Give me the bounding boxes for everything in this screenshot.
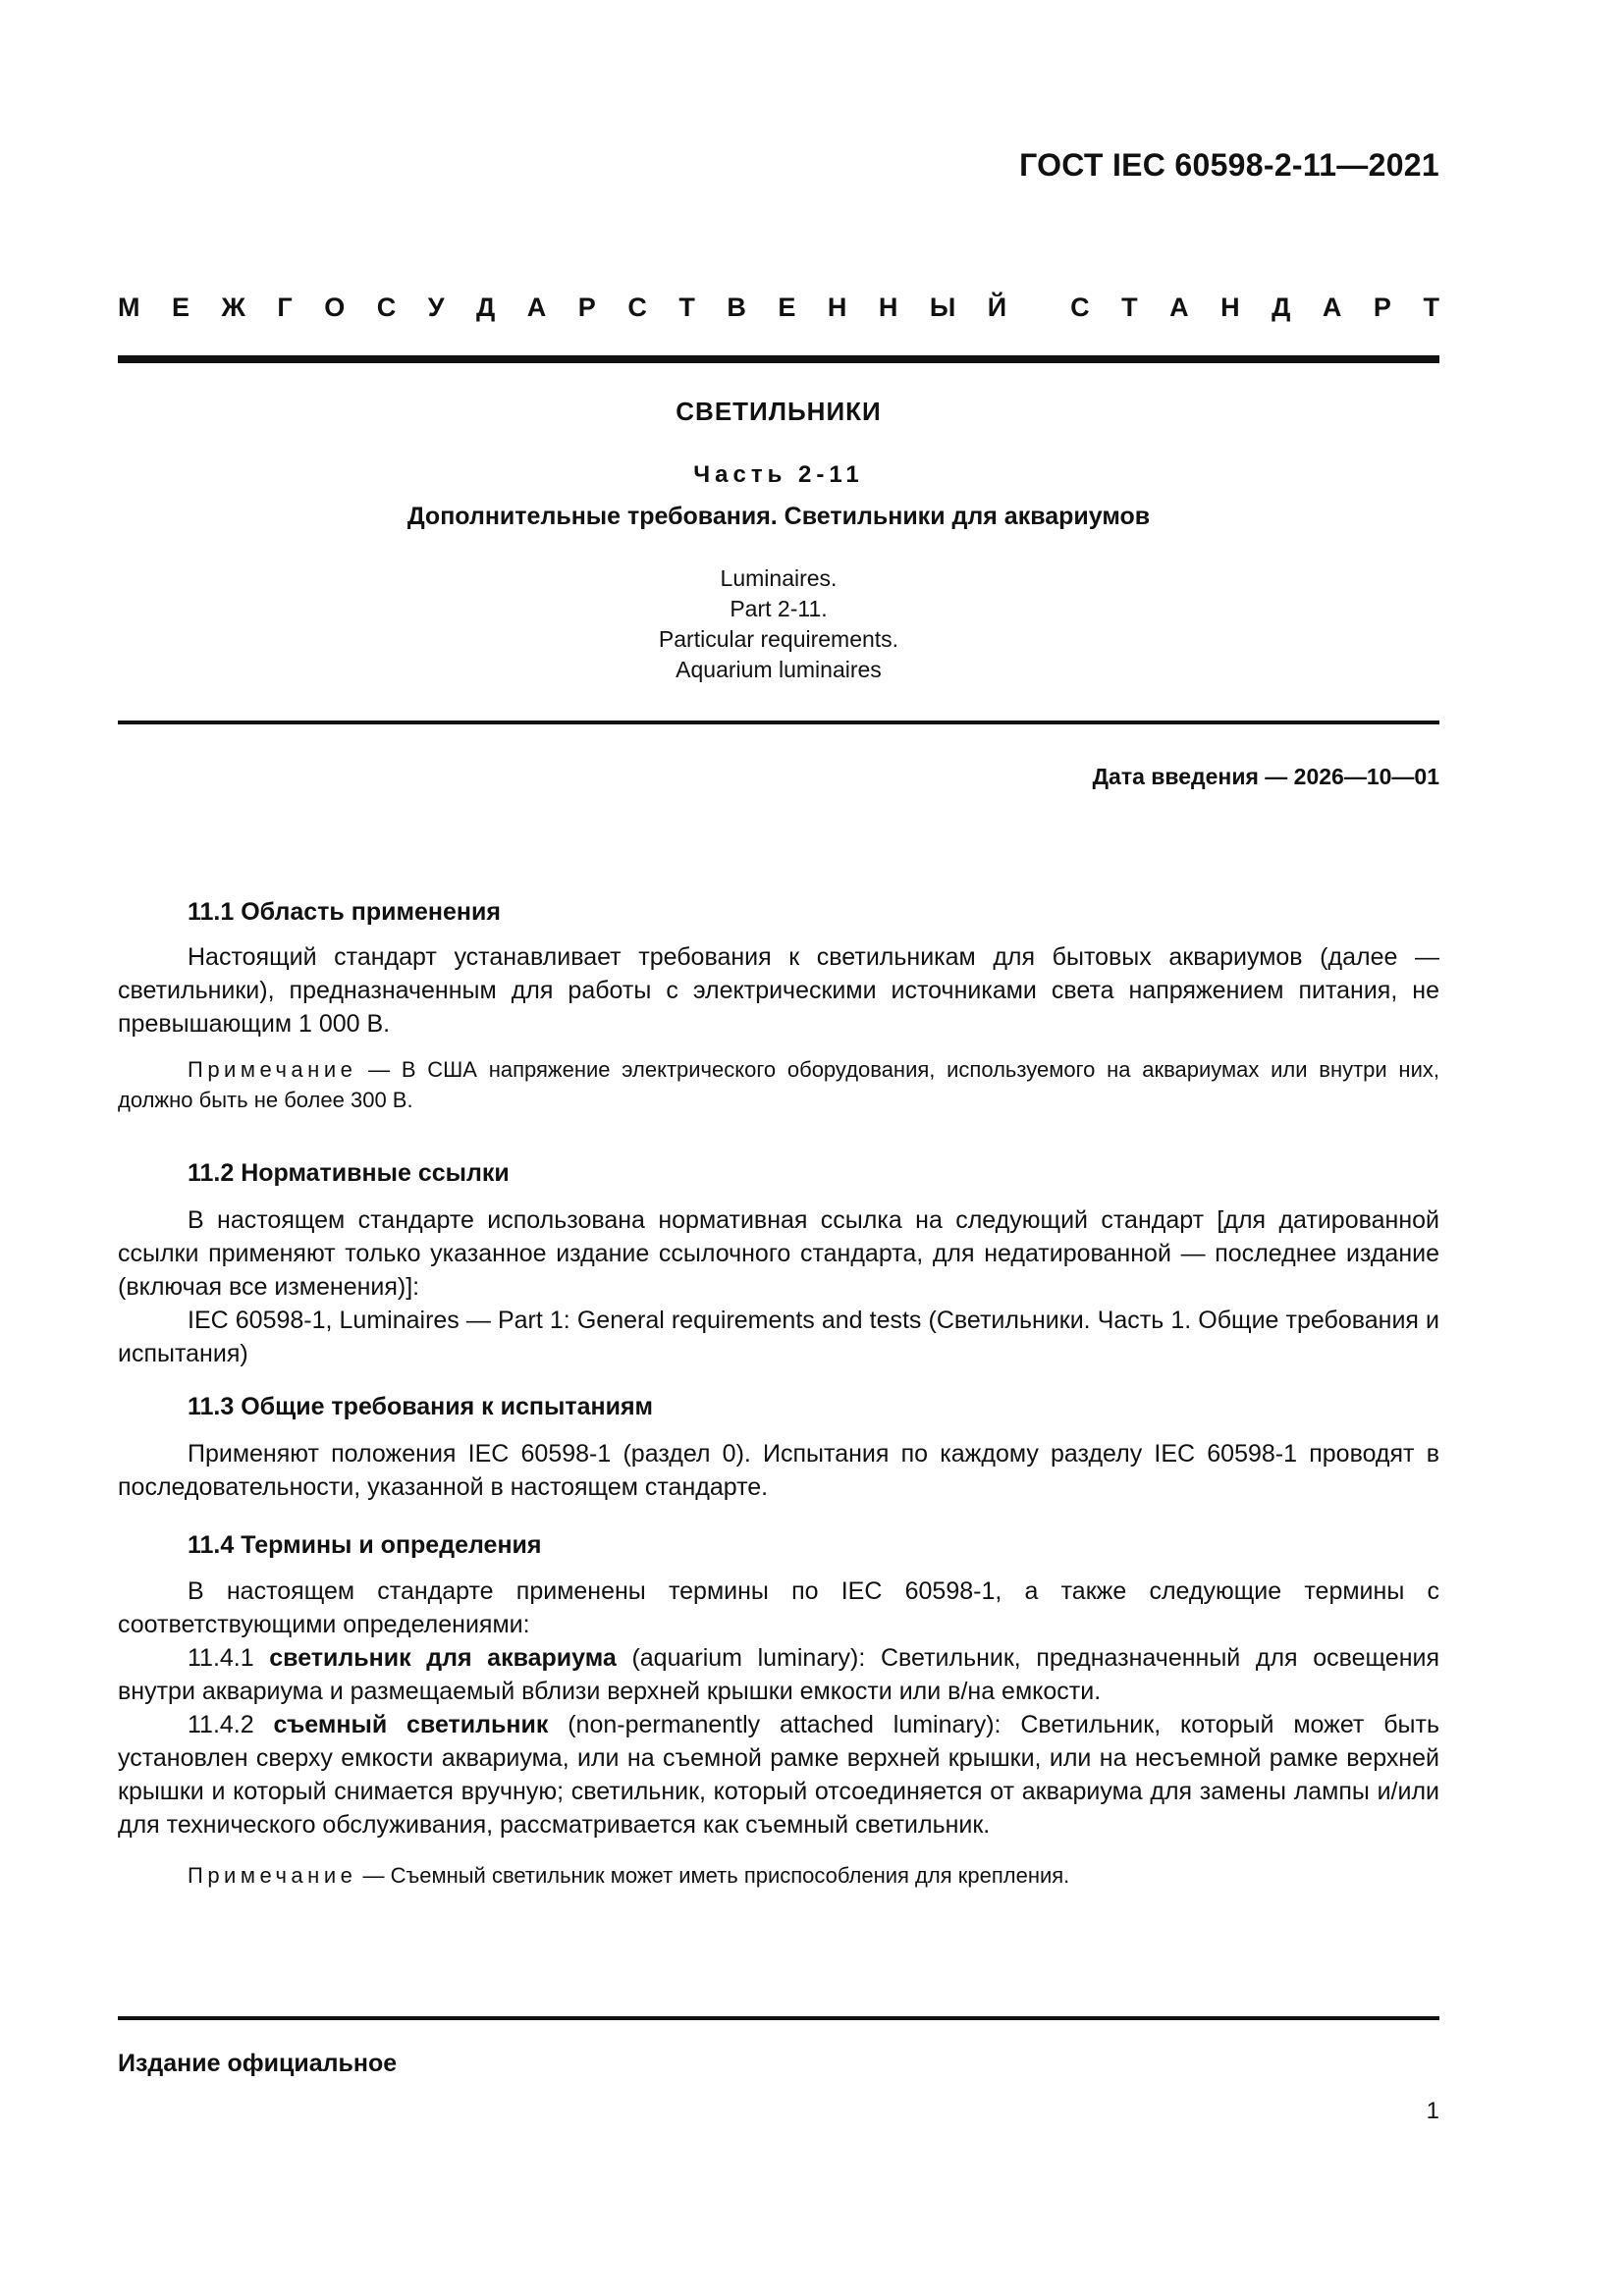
note-text: — Съемный светильник может иметь приспособления для крепления.	[362, 1863, 1070, 1888]
section-11-1-paragraph: Настоящий стандарт устанавливает требования к светильникам для бытовых аквариумов (далее — светильники), предназначенным для работы с электрическими источниками света напряжением питания, не превышающим 1 000 В.	[118, 943, 1439, 1038]
definition-number: 11.4.2	[188, 1711, 254, 1738]
section-heading-11-2: 11.2 Нормативные ссылки	[188, 1159, 510, 1187]
banner-letter: М	[118, 293, 140, 322]
note-label: Примечание	[188, 1057, 357, 1082]
definition-text: (aquarium luminary): Светильник, предназначенный для освещения внутри аквариума и размещаемый вблизи верхней крышки емкости или в/на емкости.	[118, 1644, 1439, 1705]
banner-letter: Н	[1220, 293, 1240, 322]
section-11-1-note	[118, 1054, 1439, 1115]
english-title-line: Particular requirements.	[658, 626, 899, 652]
banner-letter: С	[627, 293, 647, 322]
banner-letter: Т	[678, 293, 695, 322]
document-subtitle: Дополнительные требования. Светильники для аквариумов	[406, 503, 1151, 530]
footer-rule	[118, 2016, 1439, 2020]
section-11-2-reference: IEC 60598-1, Luminaires — Part 1: General requirements and tests (Светильники. Часть 1. Общие требования и испытания)	[118, 1307, 1439, 1367]
banner-letter: Г	[277, 293, 293, 322]
title-rule	[118, 721, 1439, 724]
definition-11-4-1	[118, 1641, 1439, 1708]
introduction-date: Дата введения — 2026—10—01	[1092, 764, 1439, 789]
banner-letter: Н	[878, 293, 898, 322]
english-title-line: Part 2-11.	[730, 596, 828, 621]
header-rule	[118, 355, 1439, 363]
banner-letter: У	[427, 293, 445, 322]
section-11-2-paragraph: В настоящем стандарте использована нормативная ссылка на следующий стандарт [для датированной ссылки применяют только указанное издание ссылочного стандарта, для недатированной — последнее издание (включая все изменения)]:	[118, 1206, 1439, 1301]
definition-number: 11.4.1	[188, 1644, 254, 1672]
page-number: 1	[1426, 2098, 1439, 2124]
definition-11-4-2	[118, 1708, 1439, 1842]
section-heading-11-4: 11.4 Термины и определения	[188, 1531, 542, 1559]
banner-letter: С	[376, 293, 397, 322]
banner-letter: Е	[778, 293, 796, 322]
english-title-line: Luminaires.	[720, 565, 838, 591]
banner-letter: Р	[577, 293, 596, 322]
banner-letter: В	[727, 293, 746, 322]
section-11-4-paragraph: В настоящем стандарте применены термины по IEC 60598-1, а также следующие термины с соответствующими определениями:	[118, 1577, 1439, 1638]
document-title: СВЕТИЛЬНИКИ	[676, 397, 882, 426]
official-edition-label: Издание официальное	[118, 2050, 398, 2077]
banner-letter: А	[1322, 293, 1342, 322]
definition-term: светильник для аквариума	[269, 1644, 617, 1672]
banner-letter: Е	[172, 293, 190, 322]
banner-letter: Й	[987, 293, 1007, 322]
banner-letter: А	[1169, 293, 1189, 322]
banner-letter: Н	[827, 293, 847, 322]
part-label: Часть 2-11	[693, 461, 864, 488]
banner-letter: О	[324, 293, 346, 322]
section-11-3-paragraph: Применяют положения IEC 60598-1 (раздел 0). Испытания по каждому разделу IEC 60598-1 проводят в последовательности, указанной в настоящем стандарте.	[118, 1440, 1439, 1501]
section-11-4-note	[118, 1860, 1439, 1891]
english-title	[118, 563, 1439, 685]
note-label: Примечание	[188, 1863, 357, 1888]
banner-letter: Ж	[221, 293, 245, 322]
banner-letter: Р	[1373, 293, 1391, 322]
banner-letter: А	[526, 293, 547, 322]
banner-letter: Т	[1121, 293, 1138, 322]
banner-letter: Д	[1272, 293, 1291, 322]
standard-number: ГОСТ IEC 60598-2-11—2021	[1019, 147, 1439, 183]
section-heading-11-1: 11.1 Область применения	[188, 898, 501, 926]
banner-letter: Т	[1423, 293, 1439, 322]
banner-letter: С	[1070, 293, 1090, 322]
interstate-standard-banner	[118, 293, 1439, 323]
banner-letter: Д	[476, 293, 496, 322]
note-text: — В США напряжение электрического оборудования, используемого на аквариумах или внутри них, должно быть не более 300 В.	[118, 1057, 1439, 1112]
section-heading-11-3: 11.3 Общие требования к испытаниям	[188, 1393, 654, 1420]
english-title-line: Aquarium luminaires	[676, 657, 882, 682]
banner-letter: Ы	[929, 293, 956, 322]
definition-term: съемный светильник	[273, 1711, 549, 1738]
definition-text: (non-permanently attached luminary): Светильник, который может быть установлен сверху емкости аквариума, или на съемной рамке верхней крышки, или на несъемной рамке верхней крышки и который снимается вручную; светильник, который отсоединяется от аквариума для замены лампы и/или для технического обслуживания, рассматривается как съемный светильник.	[118, 1711, 1439, 1839]
